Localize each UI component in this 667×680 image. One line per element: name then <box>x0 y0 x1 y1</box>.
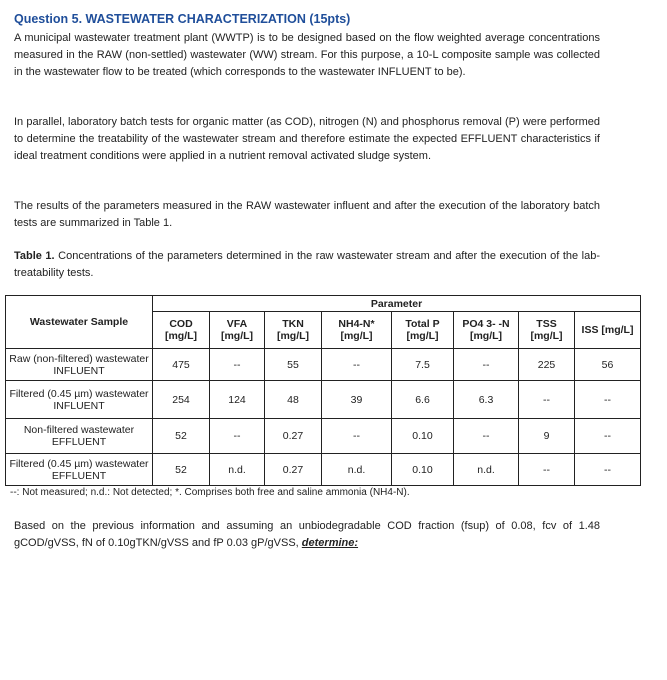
value-cell: 0.10 <box>392 419 454 454</box>
paragraph-1: A municipal wastewater treatment plant (WWTP) is to be designed based on the flow weighted average concentrations measured in the RAW (non-settled) wastewater (WW) stream. For this purpose, a 10-L composite sample was collected in the wastewater flow to be treated (which corresponds to the wastewater INFLUENT to be). <box>14 32 600 78</box>
value-cell: 225 <box>519 349 575 381</box>
column-header: ISS [mg/L] <box>575 312 641 349</box>
sample-cell: Non-filtered wastewater EFFLUENT <box>6 419 153 454</box>
value-cell: 0.10 <box>392 454 454 486</box>
value-cell: 0.27 <box>265 419 322 454</box>
value-cell: 124 <box>210 381 265 419</box>
table-row <box>6 349 641 381</box>
value-cell: n.d. <box>454 454 519 486</box>
value-cell: n.d. <box>322 454 392 486</box>
value-cell: -- <box>519 381 575 419</box>
sample-cell: Filtered (0.45 µm) wastewater INFLUENT <box>6 381 153 419</box>
table-row <box>6 419 641 454</box>
value-cell: n.d. <box>210 454 265 486</box>
value-cell: 55 <box>265 349 322 381</box>
value-cell: -- <box>210 419 265 454</box>
value-cell: 254 <box>153 381 210 419</box>
sample-cell: Raw (non-filtered) wastewater INFLUENT <box>6 349 153 381</box>
table-row <box>6 381 641 419</box>
paragraph-2: In parallel, laboratory batch tests for organic matter (as COD), nitrogen (N) and phosphorus removal (P) were performed to determine the treatability of the wastewater stream and therefore estimate the expected EFFLUENT characteristics if ideal treatment conditions were applied in a nutrient removal activated sludge system. <box>14 116 600 162</box>
column-header: TSS [mg/L] <box>519 312 575 349</box>
column-header: VFA [mg/L] <box>210 312 265 349</box>
sample-header: Wastewater Sample <box>6 296 153 349</box>
paragraph-3: The results of the parameters measured in the RAW wastewater influent and after the execution of the laboratory batch tests are summarized in Table 1. <box>14 200 600 229</box>
column-header: Total P [mg/L] <box>392 312 454 349</box>
value-cell: -- <box>322 419 392 454</box>
caption-label: Table 1. <box>14 250 55 262</box>
table-row <box>6 454 641 486</box>
parameter-header: Parameter <box>153 296 641 312</box>
value-cell: 56 <box>575 349 641 381</box>
value-cell: -- <box>210 349 265 381</box>
column-header: PO4 3- -N [mg/L] <box>454 312 519 349</box>
value-cell: -- <box>575 454 641 486</box>
column-header: COD [mg/L] <box>153 312 210 349</box>
paragraph-4-text: Based on the previous information and assuming an unbiodegradable COD fraction (fsup) of 0.08, fcv of 1.48 gCOD/gVSS, fN of 0.10gTKN/gVSS and fP 0.03 gP/gVSS, <box>14 520 600 549</box>
table-caption <box>14 248 600 282</box>
value-cell: -- <box>519 454 575 486</box>
column-header: NH4-N* [mg/L] <box>322 312 392 349</box>
sample-cell: Filtered (0.45 µm) wastewater EFFLUENT <box>6 454 153 486</box>
value-cell: 475 <box>153 349 210 381</box>
value-cell: 48 <box>265 381 322 419</box>
value-cell: 52 <box>153 454 210 486</box>
value-cell: 7.5 <box>392 349 454 381</box>
question-title: Question 5. WASTEWATER CHARACTERIZATION (15pts) <box>14 12 351 26</box>
value-cell: -- <box>454 349 519 381</box>
value-cell: -- <box>454 419 519 454</box>
results-table <box>5 295 641 486</box>
value-cell: 9 <box>519 419 575 454</box>
value-cell: -- <box>575 419 641 454</box>
value-cell: 6.6 <box>392 381 454 419</box>
caption-text: Concentrations of the parameters determined in the raw wastewater stream and after the execution of the lab-treatability tests. <box>14 250 601 279</box>
determine-label: determine: <box>301 537 359 549</box>
paragraph-4 <box>14 518 600 552</box>
value-cell: -- <box>322 349 392 381</box>
value-cell: -- <box>575 381 641 419</box>
value-cell: 6.3 <box>454 381 519 419</box>
column-header: TKN [mg/L] <box>265 312 322 349</box>
value-cell: 52 <box>153 419 210 454</box>
value-cell: 0.27 <box>265 454 322 486</box>
footnote: --: Not measured; n.d.: Not detected; *. Comprises both free and saline ammonia (NH4-N). <box>10 487 410 498</box>
value-cell: 39 <box>322 381 392 419</box>
